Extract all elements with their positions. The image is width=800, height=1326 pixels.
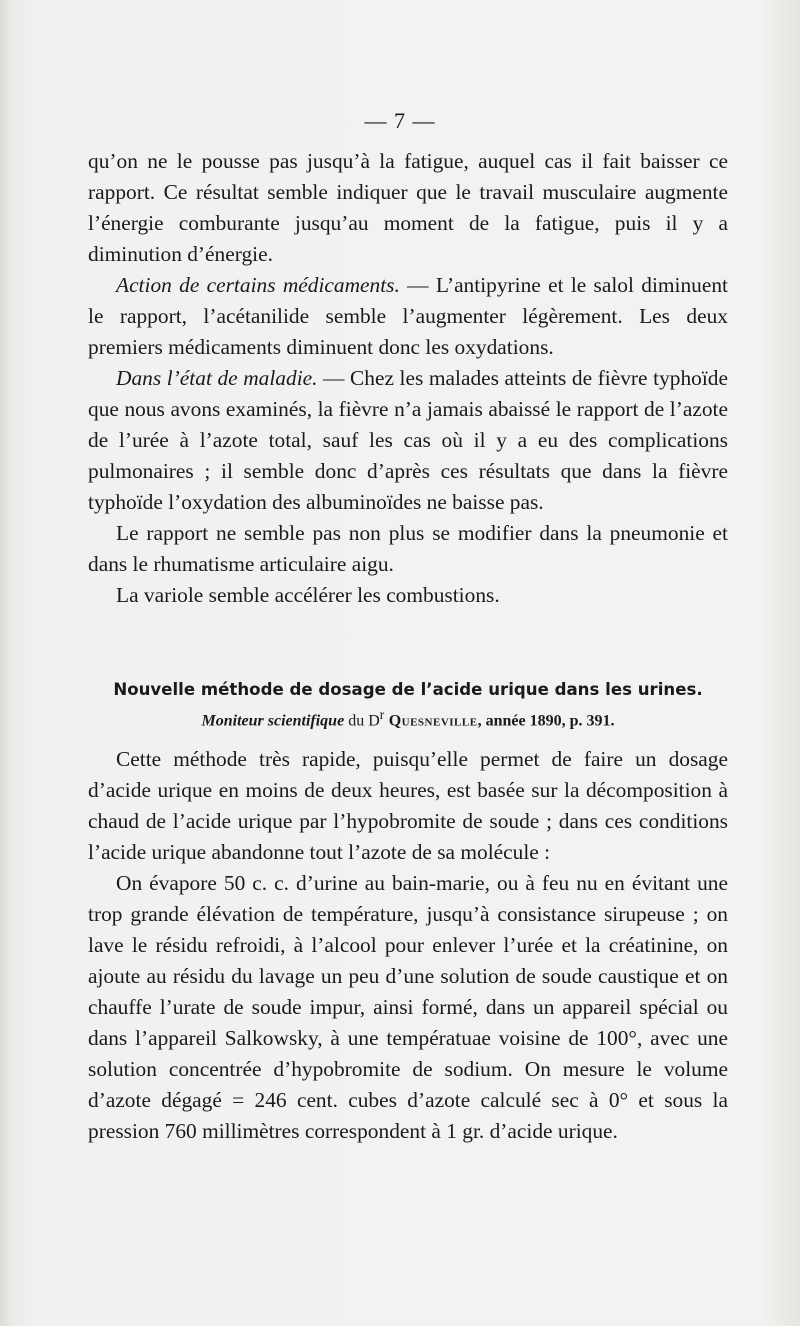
source-tail: , année 1890, p. 391. — [477, 712, 615, 730]
paragraph-pneumonie: Le rapport ne semble pas non plus se modifier dans la pneumonie et dans le rhumatisme articulaire aigu. — [88, 521, 728, 576]
paragraph-fatigue: qu’on ne le pousse pas jusqu’à la fatigue, auquel cas il fait baisser ce rapport. Ce résultat semble indiquer que le travail musculaire augmente l’énergie comburante jusqu’au moment de la fatigue, puis il y a diminution d’énergie. — [88, 149, 728, 266]
paragraph-procedure: On évapore 50 c. c. d’urine au bain-marie, ou à feu nu en évitant une trop grande élévation de température, jusqu’à consistance sirupeuse ; on lave le résidu refroidi, à l’alcool pour enlever l’urée et la créatinine, on ajoute au résidu du lavage un peu d’une solution de soude caustique et on chauffe l’urate de soude impur, ainsi formé, dans un appareil spécial ou dans l’appareil Salkowsky, à une températuae voisine de 100°, avec une solution concentrée d’hypobromite de sodium. On mesure le volume d’azote dégagé = 246 cent. cubes d’azote calculé sec à 0° et sous la pression 760 millimètres correspondent à 1 gr. d’acide urique. — [88, 871, 728, 1143]
paragraph-variole: La variole semble accélérer les combustions. — [116, 583, 500, 607]
heading-medicaments: Action de certains médicaments. — [116, 273, 400, 297]
paragraph-maladie — [88, 363, 728, 518]
source-journal: Moniteur scientifique — [201, 712, 345, 730]
paragraph-medicaments — [88, 270, 728, 363]
article-body — [88, 744, 728, 1147]
article-source — [88, 704, 728, 732]
section-body — [88, 146, 728, 611]
heading-maladie: Dans l’état de maladie. — [116, 366, 318, 390]
text-maladie: — Chez les malades atteints de fièvre typhoïde que nous avons examinés, la fièvre n’a jamais abaissé le rapport de l’azote de l’urée à l’azote total, sauf les cas où il y a eu des complications pulmonaires ; il semble donc d’après ces résultats que dans la fièvre typhoïde l’oxydation des albuminoïdes ne baisse pas. — [88, 366, 728, 514]
text-medicaments: — L’antipyrine et le salol diminuent le rapport, l’acétanilide semble l’augmenter légèrement. Les deux premiers médicaments diminuent donc les oxydations. — [88, 273, 728, 359]
source-du: du D — [344, 712, 380, 730]
page-number: — 7 — — [364, 108, 436, 133]
article-title: Nouvelle méthode de dosage de l’acide urique dans les urines. — [113, 680, 703, 699]
source-dr-sup: r — [379, 707, 385, 722]
source-author: Quesneville — [384, 712, 478, 730]
paragraph-methode: Cette méthode très rapide, puisqu’elle permet de faire un dosage d’acide urique en moins de deux heures, est basée sur la décomposition à chaud de l’acide urique par l’hypobromite de soude ; dans ces conditions l’acide urique abandonne tout l’azote de sa molécule : — [88, 747, 728, 864]
